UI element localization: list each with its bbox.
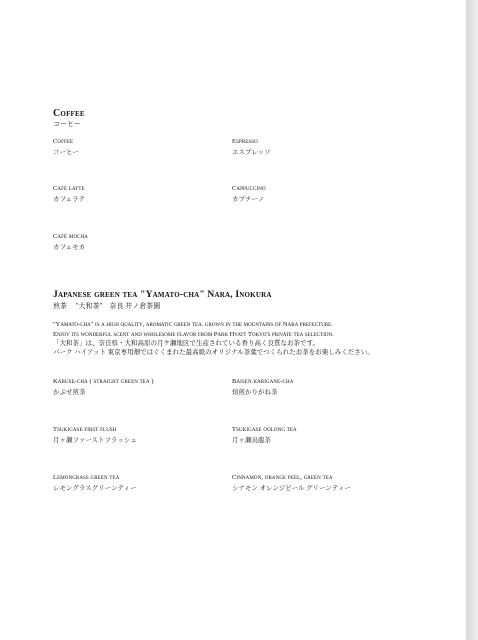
coffee-heading: Coffee <box>53 108 85 119</box>
menu-item-cafe-latte: Café latte <box>53 185 85 192</box>
page-edge <box>466 0 478 640</box>
menu-item-tsukigase-first-flush: Tsukigase first flush <box>53 426 117 433</box>
menu-item-baisen-karigane-cha: Baisen karigane-cha <box>232 378 294 385</box>
menu-item-espresso-jp: エスプレッソ <box>232 149 271 156</box>
menu-item-lemongrass-green-tea-jp: レモングラスグリーンティー <box>53 485 137 492</box>
green-tea-heading-jp: 煎茶 "大和茶" 奈良 井ノ倉茶園 <box>53 302 161 310</box>
green-tea-description-jp-2: パーク ハイアット 東京専用畑ではぐくまれた最高級のオリジナル茶葉でつくられたお茶をお楽しみください。 <box>53 349 374 356</box>
menu-item-kabuse-cha: Kabuse-cha ( straight green tea ) <box>53 378 154 385</box>
coffee-heading-jp: コーヒー <box>53 120 81 128</box>
menu-item-lemongrass-green-tea: Lemongrass green tea <box>53 474 120 481</box>
menu-item-cinnamon-orange-peel-green-tea: Cinnamon, orange peel, green tea <box>232 474 333 481</box>
menu-item-cafe-mocha: Café mocha <box>53 233 89 240</box>
menu-item-kabuse-cha-jp: かぶせ煎茶 <box>53 389 86 396</box>
menu-item-tsukigase-first-flush-jp: 月ヶ瀬ファーストフラッシュ <box>53 437 137 444</box>
menu-item-tsukigase-oolong-tea: Tsukigase oolong tea <box>232 426 297 433</box>
green-tea-heading: Japanese green tea "Yamato-cha" Nara, Inokura <box>53 290 272 300</box>
menu-item-tsukigase-oolong-tea-jp: 月ヶ瀬烏龍茶 <box>232 437 271 444</box>
menu-item-cafe-latte-jp: カフェラテ <box>53 196 86 203</box>
menu-item-cinnamon-orange-peel-green-tea-jp: シナモン オレンジピール グリーンティー <box>232 485 351 492</box>
green-tea-description-jp-1: 「大和茶」は、奈良県・大和高原の月ケ瀬地区で生産されている香り高く良質なお茶です。 <box>53 340 319 347</box>
menu-item-cappuccino: Cappuccino <box>232 185 266 192</box>
menu-item-baisen-karigane-cha-jp: 焙煎かりがね茶 <box>232 389 278 396</box>
green-tea-description-en-2: Enjoy its wonderful scent and wholesome flavor from Park Hyatt Tokyo's private tea selection. <box>53 331 334 338</box>
menu-item-cafe-mocha-jp: カフェモカ <box>53 244 86 251</box>
green-tea-description-en-1: "Yamato-cha" is a high quality, aromatic green tea. grown in the mountains of Nara prefecture. <box>53 321 333 328</box>
menu-item-espresso: Espresso <box>232 138 258 145</box>
menu-item-coffee: Coffee <box>53 138 74 145</box>
menu-item-cappuccino-jp: カプチーノ <box>232 196 265 203</box>
menu-item-coffee-jp: コーヒー <box>53 149 79 156</box>
